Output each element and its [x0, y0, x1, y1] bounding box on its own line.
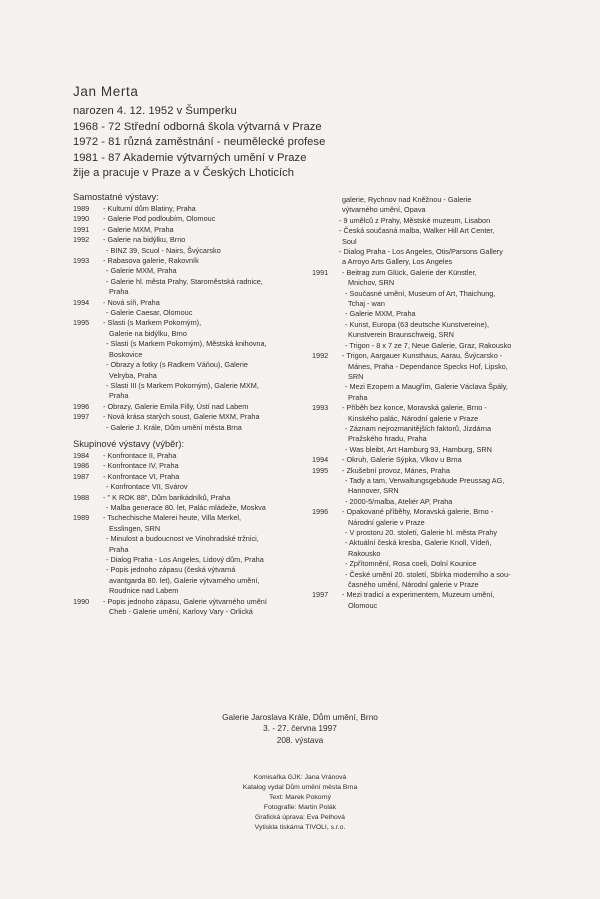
exhibition-text: - " K ROK 88", Dům barikádníků, Praha	[103, 492, 231, 502]
exhibition-text: Praha	[348, 392, 368, 402]
exhibition-text: - Nová krása starých soust, Galerie MXM, Praha	[103, 412, 260, 422]
exhibition-line	[312, 351, 522, 361]
exhibition-year: 1997	[73, 412, 90, 422]
exhibition-line: výtvarného umění, Opava	[342, 205, 426, 215]
exhibition-text: - Popis jednoho zápasu (česká výtvarná	[106, 565, 236, 575]
exhibition-year: 1984	[73, 450, 90, 460]
exhibition-text: - Galerie MXM, Praha	[103, 224, 174, 234]
exhibition-line	[73, 235, 323, 245]
exhibition-text: - Galerie Pod podloubím, Olomouc	[103, 214, 216, 224]
exhibition-text: - Minulost a budoucnost ve Vinohradské tržnici,	[106, 534, 259, 544]
exhibition-line	[312, 382, 522, 392]
exhibition-line	[73, 597, 323, 607]
exhibition-text: Praha	[109, 544, 129, 554]
group-exhibitions-list-continued	[312, 268, 522, 611]
exhibition-line	[312, 549, 522, 559]
exhibition-line	[312, 341, 522, 351]
credit-line: Vytiskla tiskárna TIVOLI, s.r.o.	[254, 823, 346, 831]
exhibition-text: - Trigon - 8 x 7 ze 7, Neue Galerie, Graz, Rakousko	[345, 340, 512, 350]
exhibition-text: - Beitrag zum Glück, Galerie der Künstler,	[342, 267, 477, 277]
exhibition-line	[73, 298, 323, 308]
bio-line: 1972 - 81 různá zaměstnání - neumělecké profese	[73, 136, 326, 149]
credit-line: Text: Marek Pokorný	[269, 793, 331, 801]
exhibition-text: Galerie na bidýlku, Brno	[109, 328, 187, 338]
exhibition-line	[73, 277, 323, 287]
credits	[0, 773, 600, 832]
venue-info	[0, 712, 600, 746]
bio-line: narozen 4. 12. 1952 v Šumperku	[73, 105, 237, 117]
exhibition-line	[73, 204, 323, 214]
exhibition-line: galerie, Rychnov nad Kněžnou - Galerie	[342, 195, 472, 204]
exhibition-text: - Slasti III (s Markem Pokorným), Galerie MXM,	[106, 380, 259, 390]
exhibition-line	[73, 565, 323, 575]
exhibition-text: - Konfrontace IV, Praha	[103, 461, 179, 471]
exhibition-line	[312, 362, 522, 372]
exhibition-text: - Trigon, Aargauer Kunsthaus, Aarau, Švýcarsko -	[342, 351, 503, 361]
exhibition-line	[312, 559, 522, 569]
exhibition-year: 1994	[73, 297, 90, 307]
exhibition-line	[73, 607, 323, 617]
exhibition-line	[312, 455, 522, 465]
exhibition-number: 208. výstava	[276, 734, 324, 745]
exhibition-text: - Mezi Ezopem a Maugřím, Galerie Václava Špály,	[345, 382, 508, 392]
exhibition-line	[73, 360, 323, 370]
exhibition-line	[312, 424, 522, 434]
exhibition-line: - Česká současná malba, Walker Hill Art Center,	[339, 226, 495, 236]
exhibition-line	[73, 225, 323, 235]
exhibition-line	[312, 372, 522, 382]
exhibition-text: - 2000-5/malba, Ateliér AP, Praha	[345, 496, 453, 506]
exhibition-text: Hannover, SRN	[348, 486, 399, 496]
exhibition-line	[312, 268, 522, 278]
exhibition-text: SRN	[348, 371, 364, 381]
exhibition-line	[312, 393, 522, 403]
exhibition-text: Roudnice nad Labem	[109, 586, 179, 596]
exhibition-line	[73, 246, 323, 256]
exhibition-line	[312, 580, 522, 590]
artist-header	[73, 84, 513, 182]
exhibition-year: 1990	[73, 214, 90, 224]
exhibition-line	[312, 507, 522, 517]
exhibition-text: - Obrazy a fotky (s Radkem Váňou), Galerie	[106, 360, 248, 370]
exhibition-line	[312, 476, 522, 486]
exhibition-text: - Galerie Caesar, Olomouc	[106, 308, 193, 318]
exhibition-text: - Zpřítomnění, Rosa coeli, Dolní Kounice	[345, 559, 477, 569]
exhibition-year: 1993	[73, 256, 90, 266]
exhibition-year: 1995	[312, 465, 329, 475]
exhibition-text: - Současné umění, Museum of Art, Thaichung,	[345, 288, 496, 298]
exhibition-line	[73, 586, 323, 596]
bio-line: 1968 - 72 Střední odborná škola výtvarná v Praze	[73, 120, 322, 133]
exhibition-text: Velryba, Praha	[109, 370, 157, 380]
exhibition-line	[73, 555, 323, 565]
group-continued-lead	[312, 195, 522, 268]
exhibition-line	[73, 308, 323, 318]
exhibition-line	[73, 503, 323, 513]
right-column	[312, 195, 522, 611]
exhibition-text: avantgarda 80. let), Galerie výtvarného umění,	[109, 575, 260, 585]
exhibition-text: - Tschechische Malerei heute, Villa Merkel,	[103, 513, 242, 523]
exhibition-line	[312, 434, 522, 444]
exhibition-text: Kunstverein Braunschweig, SRN	[348, 330, 454, 340]
exhibition-line	[73, 482, 323, 492]
exhibition-line	[312, 330, 522, 340]
exhibition-year: 1996	[312, 507, 329, 517]
exhibition-text: Olomouc	[348, 600, 378, 610]
exhibition-year: 1989	[73, 513, 90, 523]
exhibition-line	[312, 570, 522, 580]
exhibition-text: Rakousko	[348, 548, 381, 558]
exhibition-line	[73, 318, 323, 328]
exhibition-line	[73, 287, 323, 297]
exhibition-line	[312, 320, 522, 330]
exhibition-line	[73, 451, 323, 461]
exhibition-text: - Kulturní dům Blatiny, Praha	[103, 204, 196, 213]
exhibition-year: 1994	[312, 455, 329, 465]
exhibition-line	[73, 524, 323, 534]
exhibition-year: 1991	[73, 224, 90, 234]
exhibition-year: 1993	[312, 403, 329, 413]
group-exhibitions-title: Skupinové výstavy (výběr):	[73, 438, 185, 449]
exhibition-text: - Okruh, Galerie Sýpka, Vlkov u Brna	[342, 455, 462, 465]
exhibition-text: - Konfrontace II, Praha	[103, 450, 177, 460]
group-exhibitions-list	[73, 451, 323, 618]
exhibition-year: 1988	[73, 492, 90, 502]
exhibition-text: - Nová síň, Praha	[103, 297, 160, 307]
exhibition-line	[73, 534, 323, 544]
exhibition-line	[73, 545, 323, 555]
exhibition-text: - Tady a tam, Verwaltungsgebäude Preussag AG,	[345, 475, 505, 485]
exhibition-text: - Zkušební provoz, Mánes, Praha	[342, 465, 450, 475]
exhibition-line	[73, 461, 323, 471]
exhibition-line	[312, 497, 522, 507]
exhibition-text: časného umění, Národní galerie v Praze	[348, 580, 479, 590]
exhibition-dates: 3. - 27. června 1997	[263, 723, 337, 734]
exhibition-text: - Galerie J. Krále, Dům umění města Brna	[106, 422, 242, 432]
exhibition-text: - Malba generace 80. let, Palác mládeže, Moskva	[106, 502, 266, 512]
exhibition-line: a Arroyo Arts Gallery, Los Angeles	[342, 257, 453, 267]
credit-line: Grafická úprava: Eva Pelhová	[255, 813, 345, 821]
artist-bio	[73, 104, 513, 182]
exhibition-text: - Konfrontace VI, Praha	[103, 471, 180, 481]
credit-line: Fotografie: Martin Polák	[263, 803, 337, 811]
exhibition-line	[73, 412, 323, 422]
exhibition-line	[73, 266, 323, 276]
exhibition-text: - Dialog Praha - Los Angeles, Lidový dům, Praha	[106, 555, 264, 564]
exhibition-text: - Příběh bez konce, Moravská galerie, Brno -	[342, 403, 487, 413]
exhibition-line	[312, 445, 522, 455]
exhibition-line	[73, 339, 323, 349]
credit-line: Katalog vydal Dům umění města Brna	[242, 783, 358, 791]
exhibition-line	[73, 513, 323, 523]
exhibition-text: Tchaj - wan	[348, 299, 385, 309]
exhibition-line	[312, 518, 522, 528]
exhibition-text: - Aktuální česká kresba, Galerie Knoll, Vídeň,	[345, 538, 492, 548]
exhibition-line	[312, 309, 522, 319]
exhibition-line	[73, 576, 323, 586]
exhibition-text: - Opakované příběhy, Moravská galerie, Brno -	[342, 507, 494, 517]
exhibition-text: - Galerie na bidýlku, Brno	[103, 235, 186, 245]
exhibition-text: Praha	[109, 391, 129, 401]
exhibition-text: - Kunst, Europa (63 deutsche Kunstvereine),	[345, 319, 489, 329]
exhibition-text: Kinského palác, Národní galerie v Praze	[348, 413, 479, 423]
exhibition-line	[73, 391, 323, 401]
artist-name: Jan Merta	[73, 84, 139, 99]
exhibition-line	[312, 528, 522, 538]
venue-name: Galerie Jaroslava Krále, Dům umění, Brno	[222, 712, 378, 722]
exhibition-text: Praha	[109, 287, 129, 297]
exhibition-year: 1987	[73, 471, 90, 481]
exhibition-text: - Slasti (s Markem Pokorným), Městská knihovna,	[106, 339, 267, 349]
exhibition-line	[73, 329, 323, 339]
exhibition-year: 1996	[73, 401, 90, 411]
exhibition-line	[73, 256, 323, 266]
solo-exhibitions-list	[73, 204, 323, 433]
exhibition-text: Mnichov, SRN	[348, 278, 395, 288]
exhibition-year: 1989	[73, 204, 90, 213]
exhibition-line	[73, 472, 323, 482]
exhibition-text: - Záznam nejrozmanitějších faktorů, Jízdárna	[345, 423, 491, 433]
exhibition-text: - Galerie MXM, Praha	[106, 266, 177, 276]
exhibition-text: Esslingen, SRN	[109, 523, 161, 533]
exhibition-text: - Slasti (s Markem Pokorným),	[103, 318, 202, 328]
exhibition-line: - Dialog Praha - Los Angeles, Otis/Parsons Gallery	[339, 247, 503, 257]
exhibition-year: 1992	[73, 235, 90, 245]
exhibition-line	[312, 403, 522, 413]
credit-line: Komisařka GJK: Jana Vránová	[253, 774, 347, 781]
exhibition-text: - Galerie MXM, Praha	[345, 309, 416, 319]
exhibition-line	[312, 590, 522, 600]
exhibition-year: 1995	[73, 318, 90, 328]
exhibition-text: Národní galerie v Praze	[348, 517, 425, 527]
exhibition-text: - Konfrontace VII, Svárov	[106, 482, 188, 492]
bio-line: 1981 - 87 Akademie výtvarných umění v Praze	[73, 151, 307, 164]
exhibition-line	[73, 214, 323, 224]
exhibition-line	[312, 278, 522, 288]
exhibition-line	[73, 371, 323, 381]
exhibition-text: Pražského hradu, Praha	[348, 434, 427, 444]
exhibition-text: Boskovice	[109, 349, 143, 359]
exhibition-year: 1990	[73, 596, 90, 606]
exhibition-line	[73, 493, 323, 503]
bio-line: žije a pracuje v Praze a v Českých Lhoticích	[73, 167, 295, 180]
exhibition-line	[73, 402, 323, 412]
exhibition-text: - BINZ 39, Scuol - Nairs, Švýcarsko	[106, 245, 221, 255]
exhibition-line	[312, 486, 522, 496]
exhibition-text: - V prostoru 20. století, Galerie hl. města Prahy	[345, 528, 498, 537]
exhibition-line: - 9 umělců z Prahy, Městské muzeum, Lisabon	[339, 215, 491, 225]
exhibition-line	[312, 289, 522, 299]
exhibition-line	[73, 381, 323, 391]
exhibition-line	[312, 299, 522, 309]
left-column	[73, 192, 323, 617]
exhibition-line	[312, 538, 522, 548]
exhibition-year: 1986	[73, 461, 90, 471]
exhibition-line	[73, 350, 323, 360]
exhibition-text: - Rabasova galerie, Rakovník	[103, 256, 199, 266]
exhibition-text: - České umění 20. století, Sbírka moderního a sou-	[345, 569, 511, 579]
solo-exhibitions-title: Samostatné výstavy:	[73, 192, 159, 202]
exhibition-text: - Popis jednoho zápasu, Galerie výtvarného umění	[103, 596, 267, 606]
exhibition-text: Cheb - Galerie umění, Karlovy Vary - Orlická	[109, 607, 253, 617]
exhibition-year: 1997	[312, 590, 329, 600]
exhibition-line	[312, 466, 522, 476]
exhibition-text: - Mezi tradicí a experimentem, Muzeum umění,	[342, 590, 495, 600]
exhibition-text: - Was bleibt, Art Hamburg 93, Hamburg, SRN	[345, 444, 492, 454]
exhibition-text: Mánes, Praha - Dependance Specks Hof, Lipsko,	[348, 361, 508, 371]
exhibition-text: - Galerie hl. města Prahy, Staroměstská radnice,	[106, 276, 263, 286]
exhibition-line	[312, 414, 522, 424]
exhibition-text: - Obrazy, Galerie Emila Filly, Ústí nad Labem	[103, 401, 249, 411]
exhibition-year: 1992	[312, 351, 329, 361]
exhibition-line	[312, 601, 522, 611]
exhibition-year: 1991	[312, 267, 329, 277]
exhibition-line: Soul	[342, 236, 357, 246]
exhibition-line	[73, 423, 323, 433]
